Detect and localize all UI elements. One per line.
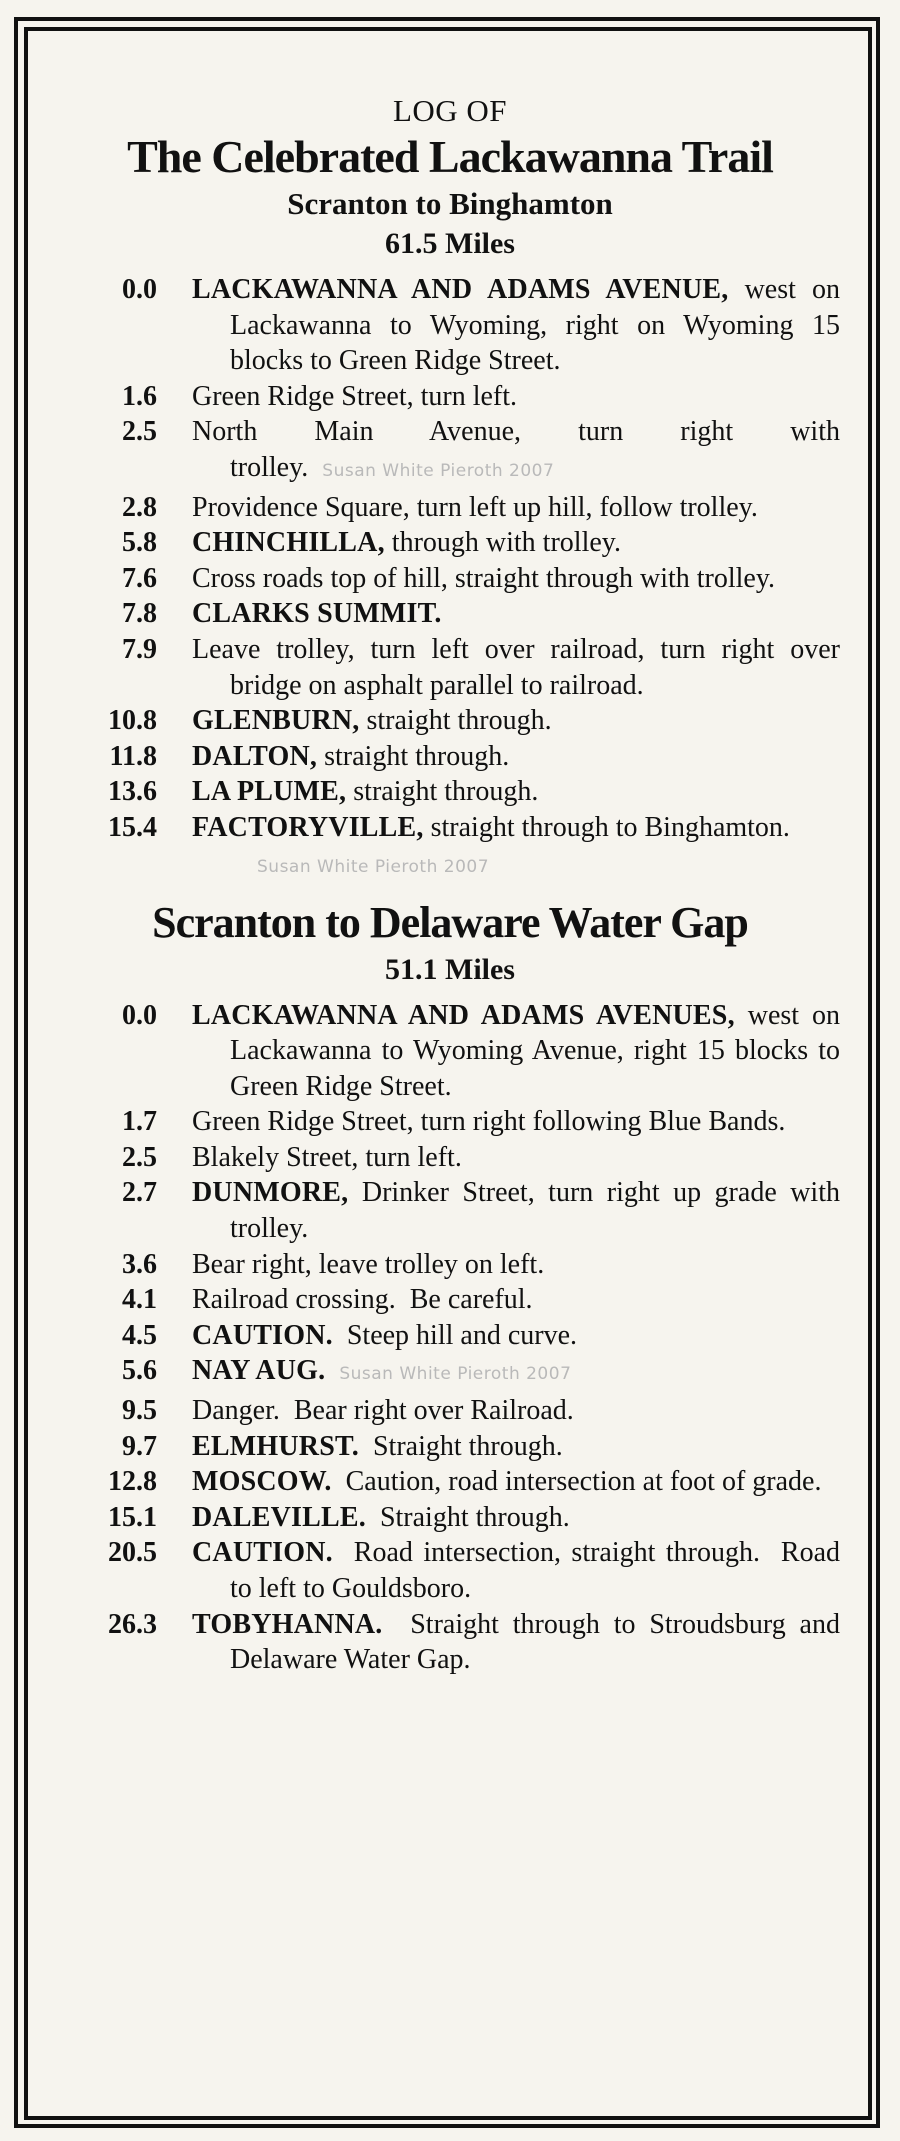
log-entry <box>0 1429 900 1465</box>
direction-text: Straight through. <box>365 1501 570 1533</box>
log-entry <box>0 1247 900 1283</box>
direction-text: Railroad crossing. Be careful. <box>192 1284 533 1316</box>
place-name: DALTON, <box>192 740 318 772</box>
direction-text: Caution, road intersection at foot of grade. <box>331 1466 822 1498</box>
log-of-heading: LOG OF <box>392 93 508 128</box>
log-entry <box>0 1500 900 1536</box>
entry-description <box>192 1353 840 1393</box>
mileage: 15.1 <box>108 1501 157 1533</box>
place-name: ELMHURST. <box>192 1430 359 1462</box>
entry-description <box>192 596 840 632</box>
entry-description <box>192 774 840 810</box>
mileage: 3.6 <box>122 1248 157 1280</box>
log-entry <box>0 739 900 775</box>
direction-text: Cross roads top of hill, straight through with trolley. <box>192 562 776 594</box>
direction-text: Straight through. <box>358 1430 563 1462</box>
watermark: Susan White Pieroth 2007 <box>257 856 490 877</box>
mileage: 5.8 <box>122 527 157 559</box>
place-name: LACKAWANNA AND ADAMS AVENUE, <box>192 274 729 305</box>
mileage: 0.0 <box>122 274 157 305</box>
mileage: 7.9 <box>122 633 157 665</box>
entry-description <box>192 379 840 415</box>
entry-description <box>192 739 840 775</box>
direction-text: Blakely Street, turn left. <box>192 1141 462 1173</box>
entry-description <box>192 1607 847 1678</box>
mileage: 2.8 <box>122 491 157 523</box>
mileage: 12.8 <box>108 1466 157 1498</box>
log-entry <box>0 490 900 526</box>
place-name: CLARKS SUMMIT. <box>192 598 442 630</box>
place-name: CAUTION. <box>192 1319 333 1351</box>
watermark: Susan White Pieroth 2007 <box>339 1364 572 1385</box>
log-entry <box>0 1393 900 1429</box>
direction-text: through with trolley. <box>384 527 621 559</box>
mileage: 11.8 <box>109 740 157 772</box>
log-entry <box>0 1282 900 1318</box>
place-name: LACKAWANNA AND ADAMS AVENUES, <box>192 999 735 1031</box>
direction-text: Straight through to Stroudsburg and Delaware Water Gap. <box>230 1608 847 1676</box>
mileage: 20.5 <box>108 1537 157 1569</box>
log-entry <box>0 1535 900 1606</box>
entry-description <box>192 1464 840 1500</box>
mileage: 0.0 <box>122 999 157 1031</box>
page-title: The Celebrated Lackawanna Trail <box>127 131 773 182</box>
mileage: 10.8 <box>108 705 157 737</box>
log-entry <box>0 525 900 561</box>
log-entry <box>0 1464 900 1500</box>
place-name: GLENBURN, <box>192 705 360 737</box>
log-entry <box>0 810 900 846</box>
place-name: CHINCHILLA, <box>192 527 385 559</box>
section-1-route: Scranton to Binghamton <box>287 186 613 221</box>
place-name: FACTORYVILLE, <box>192 811 424 843</box>
section-1-entries <box>0 272 900 846</box>
entry-description <box>192 1247 840 1283</box>
log-entry <box>0 1104 900 1140</box>
entry-description <box>192 1318 840 1354</box>
entry-description <box>192 810 840 846</box>
log-entry <box>0 1607 900 1678</box>
entry-description <box>192 525 840 561</box>
entry-description <box>192 561 840 597</box>
direction-text: west on Lackawanna to Wyoming Avenue, right 15 blocks to Green Ridge Street. <box>230 999 847 1102</box>
log-entry <box>0 561 900 597</box>
log-entry <box>0 272 900 379</box>
direction-text: Drinker Street, turn right up grade with trolley. <box>230 1177 847 1245</box>
place-name: DALEVILLE. <box>192 1501 366 1533</box>
section-2-miles: 51.1 Miles <box>385 952 515 986</box>
entry-description <box>192 1282 840 1318</box>
mileage: 13.6 <box>108 776 157 808</box>
entry-description <box>192 1535 847 1606</box>
log-entry <box>0 1318 900 1354</box>
direction-text: Green Ridge Street, turn left. <box>192 380 518 412</box>
direction-text: west on Lackawanna to Wyoming, right on Wyoming 15 blocks to Green Ridge Street. <box>230 274 847 377</box>
entry-description <box>192 490 840 526</box>
entry-description <box>192 272 847 379</box>
mileage: 2.5 <box>122 416 157 448</box>
mileage: 26.3 <box>108 1608 157 1640</box>
mileage: 9.5 <box>122 1395 157 1427</box>
direction-text: Road intersection, straight through. Road to left to Gouldsboro. <box>230 1537 847 1604</box>
entry-description <box>192 1104 840 1140</box>
place-name: CAUTION. <box>192 1537 333 1569</box>
section-2-route: Scranton to Delaware Water Gap <box>152 897 748 947</box>
mileage: 7.6 <box>122 562 157 594</box>
log-entry <box>0 632 900 703</box>
entry-description <box>192 1175 847 1246</box>
place-name: TOBYHANNA. <box>192 1608 383 1640</box>
direction-text: North Main Avenue, turn right with trolley. <box>192 416 847 483</box>
direction-text: Leave trolley, turn left over railroad, turn right over bridge on asphalt parallel to railroad. <box>192 633 847 701</box>
direction-text: Danger. Bear right over Railroad. <box>192 1395 574 1427</box>
place-name: DUNMORE, <box>192 1177 349 1209</box>
watermark: Susan White Pieroth 2007 <box>322 460 555 481</box>
entry-description <box>192 1140 840 1176</box>
log-entry <box>0 596 900 632</box>
section-2-entries <box>0 998 900 1678</box>
direction-text: Steep hill and curve. <box>332 1319 577 1351</box>
mileage: 4.5 <box>122 1319 157 1351</box>
mileage: 4.1 <box>122 1284 157 1316</box>
log-entry <box>0 414 900 489</box>
log-entry <box>0 703 900 739</box>
direction-text: Bear right, leave trolley on left. <box>192 1248 545 1280</box>
entry-description <box>192 998 847 1105</box>
mileage: 9.7 <box>122 1430 157 1462</box>
mileage: 2.5 <box>122 1141 157 1173</box>
direction-text: straight through. <box>317 740 510 772</box>
entry-description <box>192 1393 840 1429</box>
mileage: 15.4 <box>108 811 157 843</box>
direction-text: straight through. <box>346 776 539 808</box>
log-entry <box>0 379 900 415</box>
entry-description <box>192 703 840 739</box>
entry-description <box>192 1429 840 1465</box>
mileage: 7.8 <box>122 598 157 630</box>
place-name: LA PLUME, <box>192 776 347 808</box>
place-name: MOSCOW. <box>192 1466 332 1498</box>
log-entry <box>0 774 900 810</box>
mileage: 2.7 <box>122 1177 157 1209</box>
section-1-miles: 61.5 Miles <box>385 227 515 260</box>
mileage: 1.6 <box>122 380 157 412</box>
log-entry <box>0 1175 900 1246</box>
entry-description <box>192 414 847 489</box>
entry-description <box>192 632 847 703</box>
direction-text: straight through. <box>359 705 552 737</box>
place-name: NAY AUG. <box>192 1355 326 1387</box>
direction-text: straight through to Binghamton. <box>423 811 790 843</box>
mileage: 5.6 <box>122 1355 157 1387</box>
direction-text: Green Ridge Street, turn right following Blue Bands. <box>192 1106 786 1138</box>
log-entry <box>0 1353 900 1393</box>
log-entry <box>0 998 900 1105</box>
direction-text: Providence Square, turn left up hill, follow trolley. <box>192 491 758 523</box>
mileage: 1.7 <box>122 1106 157 1138</box>
log-entry <box>0 1140 900 1176</box>
entry-description <box>192 1500 840 1536</box>
